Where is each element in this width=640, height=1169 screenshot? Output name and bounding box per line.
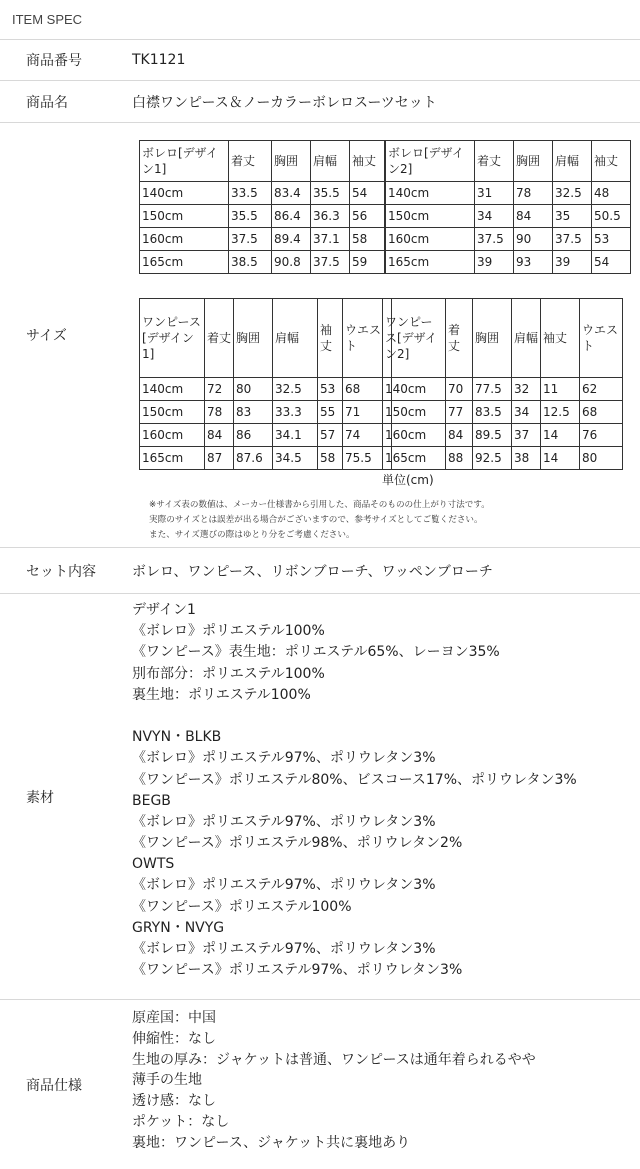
size-table-cell: 14 — [541, 424, 580, 447]
size-table-row — [383, 378, 623, 401]
size-table-header-cell: 着丈 — [475, 141, 514, 182]
size-table-cell: 90.8 — [272, 251, 311, 274]
size-table-onepiece-design2 — [382, 298, 623, 470]
size-table-cell: 12.5 — [541, 401, 580, 424]
size-table-header-cell: 肩幅 — [553, 141, 592, 182]
size-table-cell: 36.3 — [311, 205, 350, 228]
size-table-row — [383, 424, 623, 447]
size-table-cell: 83.4 — [272, 182, 311, 205]
size-table-cell: 34 — [512, 401, 541, 424]
material-line: 《ワンピース》ポリエステル98%、ポリウレタン2% — [132, 835, 463, 852]
size-table-cell: 150cm — [386, 205, 475, 228]
size-table-header-cell: 肩幅 — [273, 299, 318, 378]
size-table-cell: 48 — [592, 182, 631, 205]
size-table-cell: 38.5 — [229, 251, 272, 274]
size-table-cell: 35 — [553, 205, 592, 228]
size-table-cell: 34.5 — [273, 447, 318, 470]
size-table-header-cell: ボレロ[デザイン1] — [140, 141, 229, 182]
size-table-cell: 32 — [512, 378, 541, 401]
size-table-cell: 39 — [475, 251, 514, 274]
set-contents-label: セット内容 — [26, 563, 96, 580]
size-table-header-cell: 着丈 — [205, 299, 234, 378]
material-line: 《ボレロ》ポリエステル100% — [132, 623, 325, 640]
size-table-cell: 84 — [514, 205, 553, 228]
product-name-row — [0, 81, 640, 123]
product-number-value: TK1121 — [132, 52, 186, 68]
size-table-cell: 165cm — [140, 251, 229, 274]
size-table-cell: 35.5 — [229, 205, 272, 228]
size-table-cell: 37 — [512, 424, 541, 447]
size-note: 実際のサイズとは誤差が出る場合がございますので、参考サイズとしてご覧ください。 — [149, 515, 483, 525]
spec-line: 生地の厚み：ジャケットは普通、ワンピースは通年着られるやや — [132, 1051, 536, 1068]
size-table-header-cell: 袖丈 — [541, 299, 580, 378]
size-table-cell: 33.3 — [273, 401, 318, 424]
size-table-cell: 75.5 — [343, 447, 392, 470]
size-table-cell: 84 — [446, 424, 473, 447]
size-table-cell: 150cm — [140, 205, 229, 228]
size-table-cell: 89.4 — [272, 228, 311, 251]
material-line: BEGB — [132, 792, 171, 809]
size-table-row — [140, 205, 385, 228]
size-table-cell: 77 — [446, 401, 473, 424]
material-line: 《ワンピース》ポリエステル97%、ポリウレタン3% — [132, 962, 463, 979]
material-line: NVYN・BLKB — [132, 729, 222, 746]
size-table-header-cell: 胸囲 — [234, 299, 273, 378]
size-table-row — [140, 228, 385, 251]
size-table-cell: 86.4 — [272, 205, 311, 228]
size-table-cell: 68 — [580, 401, 623, 424]
size-table-cell: 87.6 — [234, 447, 273, 470]
material-line: OWTS — [132, 856, 175, 873]
size-table-header-row — [383, 299, 623, 378]
material-line: 裏生地：ポリエステル100% — [132, 686, 311, 703]
size-table-cell: 86 — [234, 424, 273, 447]
size-table-cell: 71 — [343, 401, 392, 424]
size-table-header-cell: ワンピース[デザイン1] — [140, 299, 205, 378]
size-table-cell: 80 — [580, 447, 623, 470]
size-table-row — [140, 447, 392, 470]
size-table-cell: 14 — [541, 447, 580, 470]
set-contents-value: ボレロ、ワンピース、リボンブローチ、ワッペンブローチ — [132, 563, 493, 580]
spec-line: 裏地：ワンピース、ジャケット共に裏地あり — [132, 1134, 411, 1151]
size-table-cell: 54 — [592, 251, 631, 274]
spec-line: ポケット：なし — [132, 1113, 230, 1130]
size-note: ※サイズ表の数値は、メーカー仕様書から引用した、商品そのものの仕上がり寸法です。 — [149, 500, 490, 510]
size-table-header-row — [140, 299, 392, 378]
material-line: 《ボレロ》ポリエステル97%、ポリウレタン3% — [132, 877, 436, 894]
material-label: 素材 — [26, 789, 54, 806]
size-table-row — [140, 251, 385, 274]
size-table-header-cell: 胸囲 — [473, 299, 512, 378]
size-table-cell: 140cm — [386, 182, 475, 205]
size-table-cell: 37.5 — [311, 251, 350, 274]
size-table-row — [386, 251, 631, 274]
spec-line: 薄手の生地 — [132, 1072, 202, 1089]
size-table-row — [140, 401, 392, 424]
size-table-cell: 32.5 — [553, 182, 592, 205]
size-table-row — [386, 205, 631, 228]
spec-row — [0, 1000, 640, 1169]
size-table-cell: 78 — [514, 182, 553, 205]
size-table-cell: 160cm — [140, 424, 205, 447]
size-table-cell: 68 — [343, 378, 392, 401]
size-unit: 単位(cm) — [382, 473, 434, 487]
size-notes — [149, 498, 490, 543]
material-row — [0, 594, 640, 1000]
size-table-cell: 62 — [580, 378, 623, 401]
product-name-label: 商品名 — [26, 94, 68, 111]
size-table-cell: 53 — [318, 378, 343, 401]
size-table-cell: 76 — [580, 424, 623, 447]
size-table-header-cell: ウエスト — [343, 299, 392, 378]
size-table-cell: 160cm — [386, 228, 475, 251]
size-table-header-cell: 着丈 — [446, 299, 473, 378]
size-table-cell: 37.5 — [229, 228, 272, 251]
size-table-header-cell: 着丈 — [229, 141, 272, 182]
size-table-bolero-design1 — [139, 140, 385, 274]
size-table-row — [383, 401, 623, 424]
size-label: サイズ — [26, 328, 67, 344]
size-table-header-cell: ボレロ[デザイン2] — [386, 141, 475, 182]
size-table-cell: 39 — [553, 251, 592, 274]
size-table-row — [140, 424, 392, 447]
size-table-cell: 37.1 — [311, 228, 350, 251]
product-number-row — [0, 40, 640, 81]
material-line: 別布部分：ポリエステル100% — [132, 665, 325, 682]
size-table-cell: 55 — [318, 401, 343, 424]
size-table-header-cell: ウエスト — [580, 299, 623, 378]
size-table-row — [383, 447, 623, 470]
size-table-cell: 150cm — [383, 401, 446, 424]
size-table-cell: 84 — [205, 424, 234, 447]
size-table-onepiece-design1 — [139, 298, 392, 470]
size-table-cell: 80 — [234, 378, 273, 401]
material-line — [132, 706, 640, 727]
spec-lines — [120, 1000, 640, 1169]
size-table-cell: 31 — [475, 182, 514, 205]
material-line: 《ワンピース》ポリエステル100% — [132, 898, 352, 915]
spec-label: 商品仕様 — [26, 1077, 82, 1094]
spec-line: 原産国：中国 — [132, 1010, 216, 1026]
size-table-cell: 140cm — [140, 378, 205, 401]
size-table-cell: 34.1 — [273, 424, 318, 447]
size-table-cell: 58 — [318, 447, 343, 470]
size-table-cell: 83 — [234, 401, 273, 424]
material-line: 《ワンピース》ポリエステル80%、ビスコース17%、ポリウレタン3% — [132, 771, 577, 788]
material-line: 《ボレロ》ポリエステル97%、ポリウレタン3% — [132, 941, 436, 957]
set-contents-row — [0, 548, 640, 594]
size-table-cell: 74 — [343, 424, 392, 447]
size-table-header-cell: ワンピース[デザイン2] — [383, 299, 446, 378]
size-table-header-row — [140, 141, 385, 182]
spec-line: 透け感：なし — [132, 1093, 216, 1110]
size-table-cell: 33.5 — [229, 182, 272, 205]
size-table-cell: 90 — [514, 228, 553, 251]
size-table-cell: 32.5 — [273, 378, 318, 401]
size-table-header-cell: 胸囲 — [514, 141, 553, 182]
size-table-cell: 160cm — [383, 424, 446, 447]
size-table-cell: 88 — [446, 447, 473, 470]
size-table-cell: 37.5 — [553, 228, 592, 251]
size-table-cell: 140cm — [140, 182, 229, 205]
product-name-value: 白襟ワンピース＆ノーカラーボレロスーツセット — [132, 94, 437, 111]
size-table-cell: 160cm — [140, 228, 229, 251]
size-table-header-row — [386, 141, 631, 182]
size-table-cell: 77.5 — [473, 378, 512, 401]
size-table-cell: 89.5 — [473, 424, 512, 447]
material-line: 《ワンピース》表生地：ポリエステル65%、レーヨン35% — [132, 644, 500, 661]
size-table-bolero-design2 — [385, 140, 631, 274]
section-header: ITEM SPEC — [0, 0, 640, 40]
size-table-cell: 165cm — [386, 251, 475, 274]
size-table-cell: 34 — [475, 205, 514, 228]
size-table-header-cell: 袖丈 — [318, 299, 343, 378]
size-table-cell: 150cm — [140, 401, 205, 424]
size-table-row — [386, 182, 631, 205]
size-table-cell: 11 — [541, 378, 580, 401]
size-table-cell: 53 — [592, 228, 631, 251]
size-table-cell: 165cm — [383, 447, 446, 470]
product-number-label: 商品番号 — [26, 53, 82, 69]
material-line: 《ボレロ》ポリエステル97%、ポリウレタン3% — [132, 813, 436, 830]
size-content — [120, 123, 640, 547]
material-line: 《ボレロ》ポリエステル97%、ポリウレタン3% — [132, 750, 436, 767]
size-table-cell: 78 — [205, 401, 234, 424]
size-table-row — [140, 182, 385, 205]
size-table-cell: 140cm — [383, 378, 446, 401]
material-line: GRYN・NVYG — [132, 919, 225, 936]
size-table-header-cell: 肩幅 — [512, 299, 541, 378]
size-table-cell: 35.5 — [311, 182, 350, 205]
size-table-header-cell: 袖丈 — [350, 141, 385, 182]
size-table-cell: 87 — [205, 447, 234, 470]
size-table-row — [386, 228, 631, 251]
size-table-cell: 165cm — [140, 447, 205, 470]
size-table-row — [140, 378, 392, 401]
size-table-header-cell: 肩幅 — [311, 141, 350, 182]
size-row — [0, 123, 640, 548]
size-table-cell: 37.5 — [475, 228, 514, 251]
size-table-cell: 93 — [514, 251, 553, 274]
size-table-cell: 83.5 — [473, 401, 512, 424]
size-table-cell: 38 — [512, 447, 541, 470]
size-table-cell: 92.5 — [473, 447, 512, 470]
material-line: デザイン1 — [132, 602, 196, 618]
size-table-cell: 56 — [350, 205, 385, 228]
size-table-cell: 58 — [350, 228, 385, 251]
material-lines — [120, 594, 640, 999]
size-table-cell: 54 — [350, 182, 385, 205]
size-table-header-cell: 胸囲 — [272, 141, 311, 182]
size-table-cell: 72 — [205, 378, 234, 401]
spec-line: 伸縮性：なし — [132, 1030, 216, 1047]
size-note: また、サイズ選びの際はゆとり分をご考慮ください。 — [149, 530, 355, 540]
size-table-cell: 70 — [446, 378, 473, 401]
size-table-header-cell: 袖丈 — [592, 141, 631, 182]
size-table-cell: 59 — [350, 251, 385, 274]
size-table-cell: 50.5 — [592, 205, 631, 228]
size-table-cell: 57 — [318, 424, 343, 447]
